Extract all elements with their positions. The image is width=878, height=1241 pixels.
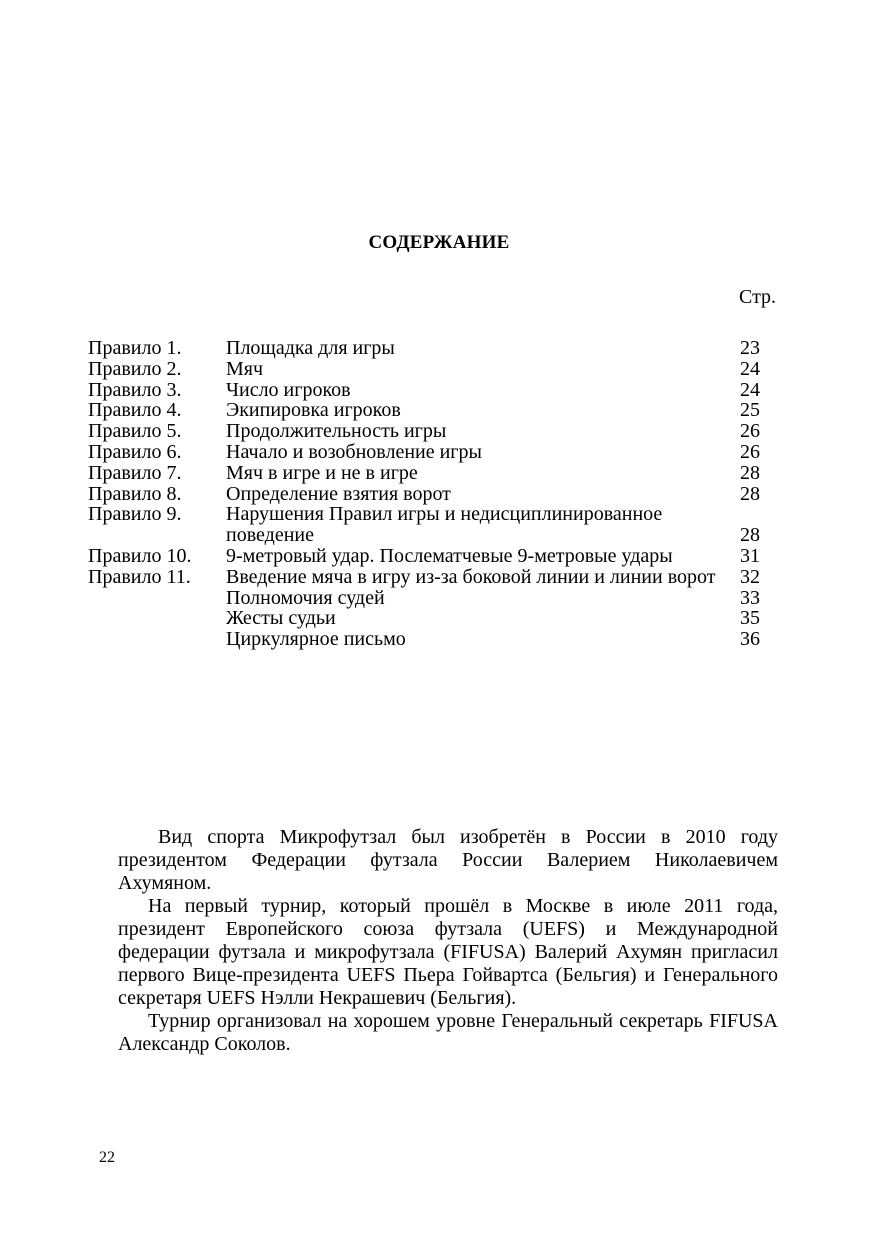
toc-title: Мяч в игре и не в игре	[226, 461, 418, 484]
page-number: 22	[99, 1149, 115, 1166]
toc-title: 9-метровый удар. Послематчевые 9-метровые удары	[226, 544, 673, 567]
paragraph: На первый турнир, который прошёл в Москве в июле 2011 года, президент Европейского союза футзала (UEFS) и Международной федерации футзала и микрофутзала (FIFUSA) Валерий Ахумян пригласил первого Вице-президента UEFS Пьера Гойвартса (Бельгия) и Генерального секретаря UEFS Нэлли Некрашевич (Бельгия).	[118, 895, 778, 1009]
toc-entry-rule-6	[88, 442, 778, 463]
toc-title: Циркулярное письмо	[226, 628, 406, 651]
toc-title: Экипировка игроков	[226, 399, 401, 422]
toc-title: Число игроков	[226, 378, 351, 401]
toc-title: Жесты судьи	[226, 607, 336, 630]
toc-page-number: 36	[740, 628, 760, 651]
toc-page-number: 28	[740, 524, 760, 547]
toc-page-number: 32	[740, 565, 760, 588]
toc-page-number: 26	[740, 420, 760, 443]
toc-page-number: 28	[740, 461, 760, 484]
toc-title: Продолжительность игры	[226, 420, 447, 443]
toc-label: Правило 3.	[88, 378, 182, 401]
toc-entry-rule-8	[88, 484, 778, 505]
toc-entry-referee-powers	[88, 588, 778, 609]
toc-entry-rule-1	[88, 338, 778, 359]
toc-entry-rule-4	[88, 400, 778, 421]
paragraph: Турнир организовал на хорошем уровне Генеральный секретарь FIFUSA Александр Соколов.	[118, 1010, 778, 1055]
toc-entry-rule-9	[88, 504, 778, 546]
toc-label: Правило 5.	[88, 420, 182, 443]
toc-title: Начало и возобновление игры	[226, 440, 482, 463]
toc-entry-rule-11	[88, 567, 778, 588]
toc-entry-rule-3	[88, 380, 778, 401]
toc-page-number: 23	[740, 337, 760, 359]
toc-page-number: 26	[740, 440, 760, 463]
paragraph: Вид спорта Микрофутзал был изобретён в России в 2010 году президентом Федерации футзала России Валерием Николаевичем Ахумяном.	[118, 826, 778, 894]
toc-entry-rule-5	[88, 421, 778, 442]
toc-label: Правило 10.	[88, 544, 192, 567]
toc-label: Правило 7.	[88, 461, 182, 484]
toc-page-number: 33	[740, 586, 760, 609]
toc-entry-rule-10	[88, 546, 778, 567]
page-title: СОДЕРЖАНИЕ	[368, 232, 510, 253]
table-of-contents	[88, 338, 778, 650]
page-column-header: Стр.	[739, 286, 777, 308]
toc-title: Введение мяча в игру из-за боковой линии и линии ворот	[226, 565, 716, 588]
toc-title: Мяч	[226, 357, 264, 380]
toc-label: Правило 6.	[88, 440, 182, 463]
toc-label: Правило 9.	[88, 503, 182, 526]
toc-title: Определение взятия ворот	[226, 482, 451, 505]
toc-entry-rule-7	[88, 463, 778, 484]
toc-title: Площадка для игры	[226, 337, 395, 359]
toc-title: Полномочия судей	[226, 586, 385, 609]
toc-page-number: 28	[740, 482, 760, 505]
toc-label: Правило 1.	[88, 337, 182, 359]
body-text	[118, 826, 778, 1056]
toc-label: Правило 11.	[88, 565, 191, 588]
toc-page-number: 24	[740, 378, 760, 401]
toc-entry-rule-2	[88, 359, 778, 380]
toc-page-number: 31	[740, 544, 760, 567]
toc-label: Правило 4.	[88, 399, 182, 422]
toc-title: Нарушения Правил игры и недисциплинированное поведение	[226, 503, 663, 547]
toc-label: Правило 8.	[88, 482, 182, 505]
toc-page-number: 25	[740, 399, 760, 422]
toc-entry-referee-signals	[88, 608, 778, 629]
toc-entry-circular-letter	[88, 629, 778, 650]
toc-label: Правило 2.	[88, 357, 182, 380]
toc-page-number: 24	[740, 357, 760, 380]
toc-page-number: 35	[740, 607, 760, 630]
